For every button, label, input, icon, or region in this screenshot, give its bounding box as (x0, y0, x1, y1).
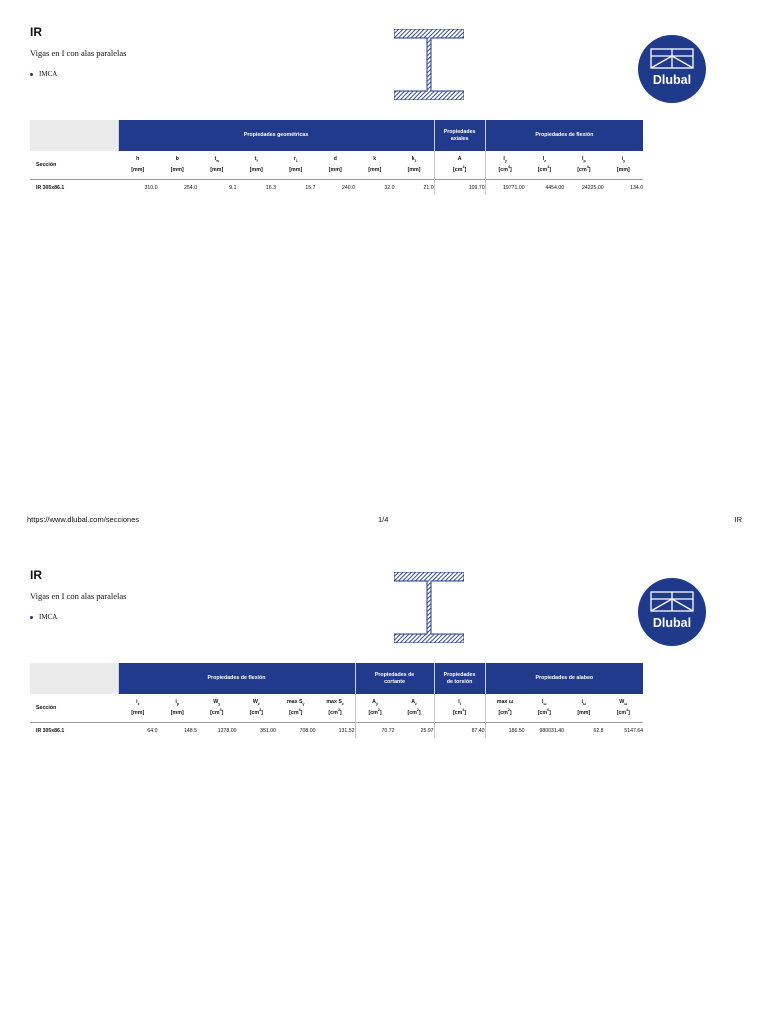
column-unit: [cm (289, 709, 299, 716)
unit-close-bracket: ] (549, 709, 551, 716)
column-unit-exponent: 2 (507, 708, 510, 713)
column-unit: [mm] (289, 166, 303, 173)
section-name-cell: IR 305x86.1 (36, 184, 65, 191)
source-item (30, 70, 57, 78)
column-symbol: I (582, 156, 584, 163)
column-header (197, 694, 237, 723)
unit-close-bracket: ] (509, 166, 512, 173)
column-symbol-subscript: w (216, 159, 220, 164)
table-cell: 21.0 (423, 184, 434, 191)
column-symbol-subscript: f (256, 159, 258, 164)
table-cell: 980031.40 (539, 727, 565, 734)
column-unit-exponent: 4 (626, 708, 629, 713)
group-header-label: Propiedades de torsión (443, 671, 476, 685)
table-cell: 70.72 (355, 723, 395, 739)
column-symbol: k (373, 156, 377, 163)
column-unit: [cm (498, 709, 508, 716)
column-symbol: h (136, 156, 140, 163)
column-unit-exponent: 3 (337, 708, 340, 713)
group-header (355, 663, 434, 694)
column-unit-exponent: 4 (547, 165, 550, 170)
column-symbol-subscript: 1 (295, 159, 298, 164)
table-cell: 16.3 (265, 184, 276, 191)
column-unit: [mm] (577, 709, 591, 716)
column-symbol: W (252, 699, 258, 706)
table-cell: 134.0 (630, 184, 644, 191)
column-symbol: i (175, 699, 177, 706)
column-symbol: max ω (496, 699, 514, 706)
column-symbol-subscript: p (583, 159, 586, 164)
column-symbol: max S (326, 699, 342, 706)
column-header-row (30, 694, 643, 723)
column-header (355, 151, 395, 180)
logo-text: Dlubal (652, 616, 692, 630)
group-header-row (30, 120, 643, 151)
column-unit: [cm (368, 709, 378, 716)
column-unit: [cm (616, 709, 627, 716)
source-label: IMCA (39, 613, 58, 621)
page-subtitle: Vigas en I con alas paralelas (30, 591, 127, 601)
table-cell: 25.97 (420, 727, 434, 734)
column-unit: [cm (537, 166, 548, 173)
column-header (395, 151, 435, 180)
column-unit-exponent: 6 (547, 708, 550, 713)
column-header (434, 694, 485, 723)
page-title: IR (30, 568, 42, 582)
column-unit: [mm] (616, 166, 630, 173)
column-unit: [mm] (170, 166, 184, 173)
column-unit: [cm (537, 709, 548, 716)
logo-text: Dlubal (652, 73, 692, 87)
column-header (118, 151, 158, 180)
column-header (276, 694, 316, 723)
column-symbol: I (458, 699, 460, 706)
bullet-icon (30, 73, 33, 76)
group-header: Propiedades de alabeo (485, 663, 643, 694)
unit-close-bracket: ] (418, 709, 421, 716)
source-label: IMCA (39, 70, 58, 78)
column-unit: [mm] (407, 166, 421, 173)
column-header (158, 694, 198, 723)
column-header (316, 694, 356, 723)
column-symbol: d (333, 156, 337, 163)
unit-close-bracket: ] (379, 709, 382, 716)
group-header: Propiedades de flexión (118, 663, 355, 694)
column-symbol-subscript: p (176, 702, 180, 707)
column-symbol: b (175, 156, 179, 163)
section-column-header: Sección (36, 704, 57, 711)
table-cell: 109.70 (434, 180, 485, 196)
column-unit: [mm] (210, 166, 224, 173)
column-header (276, 151, 316, 180)
column-unit: [mm] (328, 166, 342, 173)
unit-close-bracket: ] (221, 709, 224, 716)
table-cell: 87.40 (434, 723, 485, 739)
column-unit-exponent: 4 (462, 708, 465, 713)
table-cell: 62.8 (593, 727, 604, 734)
column-header (316, 151, 356, 180)
unit-close-bracket: ] (464, 709, 467, 716)
unit-close-bracket: ] (339, 709, 342, 716)
footer-url: https://www.dlubal.com/secciones (27, 515, 140, 524)
column-unit: [mm] (170, 709, 184, 716)
column-symbol: A (457, 156, 462, 163)
column-unit: [cm (407, 709, 417, 716)
column-header (604, 151, 644, 180)
table-cell: 4454.00 (545, 184, 565, 191)
column-unit: [cm (452, 709, 463, 716)
source-item (30, 613, 57, 621)
column-symbol-subscript: y (623, 159, 626, 164)
column-unit-exponent: 3 (298, 708, 301, 713)
table-cell: 24225.00 (581, 184, 604, 191)
page-subtitle: Vigas en I con alas paralelas (30, 48, 127, 58)
column-unit: [cm (453, 166, 463, 173)
column-symbol-subscript: z (415, 702, 417, 707)
page-2 (0, 543, 768, 1024)
column-header (158, 151, 198, 180)
column-header (564, 151, 604, 180)
column-symbol: t (254, 156, 257, 163)
column-unit: [mm] (368, 166, 382, 173)
i-beam-cross-section-icon (394, 29, 464, 100)
table-cell: 32.0 (384, 184, 395, 191)
column-symbol: W (619, 699, 625, 706)
unit-close-bracket: ] (628, 709, 630, 716)
column-header (485, 151, 525, 180)
column-header (237, 694, 277, 723)
column-header (118, 694, 158, 723)
group-header-row (30, 663, 643, 694)
column-symbol: max S (286, 699, 303, 706)
table-cell: 131.52 (338, 727, 355, 734)
column-unit: [cm (210, 709, 220, 716)
column-symbol: I (542, 156, 545, 163)
dlubal-logo (638, 578, 706, 646)
footer-section-name: IR (734, 515, 742, 524)
properties-table (30, 120, 643, 195)
table-cell: 310.0 (144, 184, 158, 191)
table-cell: 9.1 (229, 184, 237, 191)
column-unit-exponent: 3 (259, 708, 262, 713)
group-header-label: Propiedades de cortante (374, 671, 415, 685)
column-symbol-subscript: y (218, 702, 221, 707)
column-header (525, 694, 565, 723)
empty-header-cell (30, 120, 118, 151)
column-symbol: k (411, 156, 415, 163)
column-symbol-subscript: t (459, 702, 461, 707)
column-symbol-subscript: ω (543, 702, 547, 707)
column-symbol: A (411, 699, 416, 706)
table-cell: 5147.64 (624, 727, 644, 734)
unit-close-bracket: ] (261, 709, 263, 716)
column-symbol: A (372, 699, 376, 706)
column-header (237, 151, 277, 180)
unit-close-bracket: ] (549, 166, 551, 173)
unit-close-bracket: ] (464, 166, 467, 173)
column-header (434, 151, 485, 180)
unit-close-bracket: ] (509, 709, 512, 716)
column-unit: [mm] (131, 166, 145, 173)
table-cell: 708.00 (299, 727, 316, 734)
table-row (30, 723, 643, 739)
column-symbol: W (213, 699, 219, 706)
column-symbol-subscript: ω (624, 702, 628, 707)
table-cell: 254.0 (184, 184, 197, 191)
column-unit-exponent: 4 (586, 165, 589, 170)
column-symbol: I (503, 156, 505, 163)
column-symbol-subscript: z (341, 702, 344, 707)
column-symbol: i (581, 699, 584, 706)
table-cell: 186.50 (485, 723, 525, 739)
bullet-icon (30, 616, 33, 619)
table-cell: 64.0 (147, 727, 158, 734)
column-symbol: i (621, 156, 624, 163)
group-header (434, 120, 485, 151)
column-symbol-subscript: y (375, 702, 378, 707)
column-symbol-subscript: z (257, 702, 260, 707)
column-header (197, 151, 237, 180)
column-header (564, 694, 604, 723)
column-unit-exponent: 3 (219, 708, 222, 713)
unit-close-bracket: ] (300, 709, 303, 716)
column-unit-exponent: 4 (507, 165, 510, 170)
section-name-cell: IR 305x86.1 (36, 727, 65, 734)
group-header-label: Propiedades axiales (443, 128, 476, 142)
column-symbol-subscript: y (302, 702, 305, 707)
column-unit: [mm] (131, 709, 145, 716)
table-cell: 19771.00 (485, 180, 525, 196)
column-symbol: t (214, 156, 217, 163)
page-title: IR (30, 25, 42, 39)
empty-header-cell (30, 663, 118, 694)
dlubal-logo (638, 35, 706, 103)
table-cell: 148.5 (184, 727, 197, 734)
column-header (485, 694, 525, 723)
page-footer (0, 515, 768, 529)
group-header: Propiedades de flexión (485, 120, 643, 151)
column-unit: [cm (577, 166, 587, 173)
i-beam-cross-section-icon (394, 572, 464, 643)
column-symbol-subscript: ω (583, 702, 587, 707)
group-header: Propiedades geométricas (118, 120, 434, 151)
table-cell: 15.7 (305, 184, 316, 191)
column-header (525, 151, 565, 180)
properties-table (30, 663, 643, 738)
column-unit: [mm] (249, 166, 263, 173)
column-unit: [cm (328, 709, 338, 716)
column-symbol: i (136, 699, 138, 706)
column-symbol: I (542, 699, 544, 706)
table-cell: 240.0 (342, 184, 355, 191)
unit-close-bracket: ] (588, 166, 591, 173)
column-symbol: r (293, 156, 296, 163)
column-unit-exponent: 2 (416, 708, 419, 713)
section-column-header: Sección (36, 161, 57, 168)
column-symbol-subscript: 1 (414, 159, 417, 164)
column-unit-exponent: 2 (377, 708, 380, 713)
column-header (604, 694, 644, 723)
column-header-row (30, 151, 643, 180)
column-header (355, 694, 395, 723)
column-symbol-subscript: z (544, 159, 546, 164)
column-header (395, 694, 435, 723)
table-row (30, 180, 643, 196)
table-cell: 1278.00 (217, 727, 237, 734)
column-symbol-subscript: y (504, 159, 507, 164)
group-header (434, 663, 485, 694)
column-unit: [cm (498, 166, 508, 173)
table-cell: 351.00 (260, 727, 276, 734)
column-symbol-subscript: z (137, 702, 140, 707)
footer-page-number: 1/4 (378, 515, 389, 524)
column-unit-exponent: 2 (462, 165, 465, 170)
column-unit: [cm (249, 709, 260, 716)
